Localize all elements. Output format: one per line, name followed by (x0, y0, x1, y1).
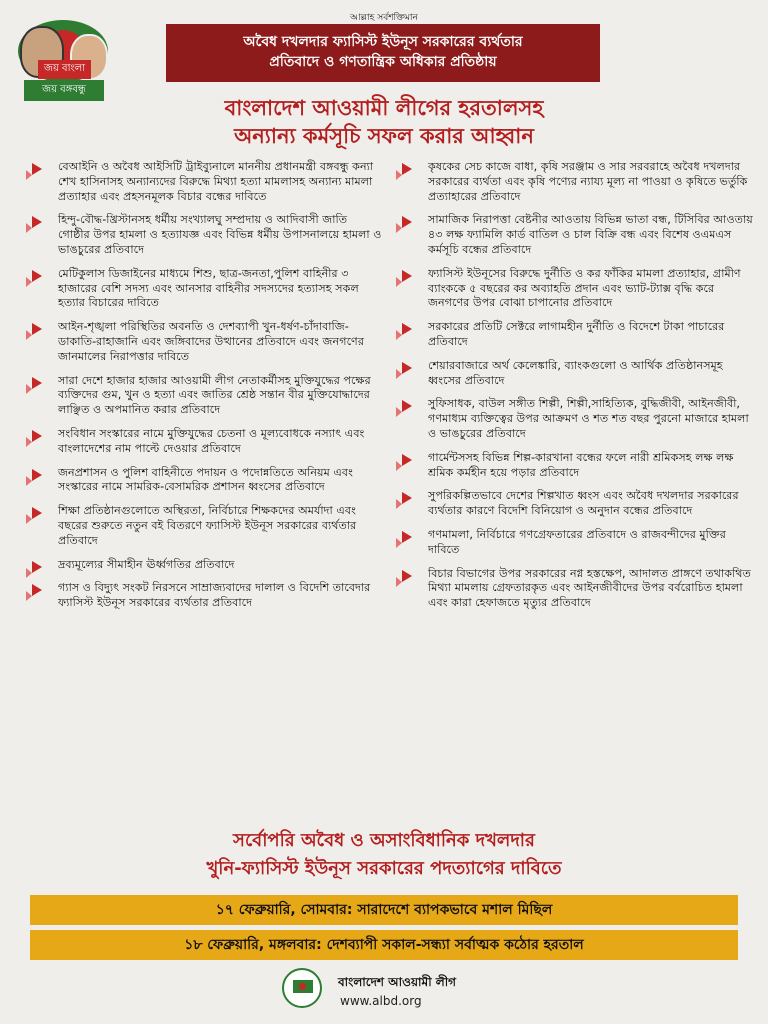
bullet-arrow-icon (32, 561, 42, 573)
demand-item: শেয়ারবাজারে অর্থ কেলেঙ্কারি, ব্যাংকগুলো ও আর্থিক প্রতিষ্ঠানসমূহ ধ্বংসের প্রতিবাদে (402, 359, 757, 389)
demand-item: সরকারের প্রতিটি সেক্টরে লাগামহীন দুর্নীতি ও বিদেশে টাকা পাচারের প্রতিবাদে (402, 320, 757, 350)
demand-item: গার্মেন্টসসহ বিভিন্ন শিল্প-কারখানা বন্ধের ফলে নারী শ্রমিকসহ লক্ষ লক্ষ শ্রমিক কর্মহীন হয়ে পড়ার প্রতিবাদে (402, 451, 757, 481)
bullet-arrow-icon (402, 531, 412, 543)
bullet-arrow-icon (402, 323, 412, 335)
final-demand-line-2: খুনি-ফ্যাসিস্ট ইউনূস সরকারের পদত্যাগের দাবিতে (206, 858, 562, 879)
demand-item: আইন-শৃঙ্খলা পরিস্থিতির অবনতি ও দেশব্যাপী খুন-ধর্ষণ-চাঁদাবাজি-ডাকাতি-রাহাজানি এবং জঙ্গিবাদের উত্থানের প্রতিবাদে এবং জনগণের জানমালের নিরাপত্তার দাবিতে (32, 320, 382, 364)
right-demands-column (402, 160, 757, 620)
program-bar-1: ১৭ ফেব্রুয়ারি, সোমবার: সারাদেশে ব্যাপকভাবে মশাল মিছিল (30, 895, 738, 925)
bullet-arrow-icon (402, 400, 412, 412)
left-demands-column (32, 160, 382, 620)
demand-item: গণমামলা, নির্বিচারে গণগ্রেফতারের প্রতিবাদে ও রাজবন্দীদের মুক্তির দাবিতে (402, 528, 757, 558)
bullet-arrow-icon (32, 270, 42, 282)
bullet-arrow-icon (402, 163, 412, 175)
demand-item: সামাজিক নিরাপত্তা বেষ্টনীর আওতায় বিভিন্ন ভাতা বন্ধ, টিসিবির আওতায় ৪৩ লক্ষ ফ্যামিলি কার্ড বাতিল ও চাল বিক্রি বন্ধ এবং বিশেষ ওএমএস কর্মসূচি বন্ধের প্রতিবাদে (402, 213, 757, 257)
bullet-arrow-icon (32, 430, 42, 442)
demand-item: সারা দেশে হাজার হাজার আওয়ামী লীগ নেতাকর্মীসহ মুক্তিযুদ্ধের পক্ষের ব্যক্তিদের গুম, খুন ও হত্যা এবং জাতির শ্রেষ্ঠ সন্তান বীর মুক্তিযোদ্ধাদের লাঞ্ছিত ও অপমানিত করার প্রতিবাদে (32, 374, 382, 418)
demand-item: হিন্দু-বৌদ্ধ-খ্রিস্টানসহ ধর্মীয় সংখ্যালঘু সম্প্রদায় ও আদিবাসী জাতি গোষ্ঠীর উপর হামলা ও হত্যাযজ্ঞ এবং বিভিন্ন ধর্মীয় উপাসনালয়ে হামলা ও ভাঙচুরের প্রতিবাদে (32, 213, 382, 257)
top-caption: আল্লাহ সর্বশক্তিমান (350, 13, 418, 23)
slogan-joy-bangla: জয় বাংলা (38, 60, 91, 79)
banner-line-1: অবৈধ দখলদার ফ্যাসিস্ট ইউনূস সরকারের ব্যর্থতার (243, 34, 523, 50)
bullet-arrow-icon (32, 377, 42, 389)
demand-item: বেআইনি ও অবৈধ আইসিটি ট্রাইব্যুনালে মাননীয় প্রধানমন্ত্রী বঙ্গবন্ধু কন্যা শেখ হাসিনাসহ অন্যান্যদের বিরুদ্ধে মিথ্যা হত্যা মামলাসহ অন্যান্য মামলা প্রত্যাহার এবং প্রহসনমূলক বিচার বন্ধের দাবিতে (32, 160, 382, 204)
bullet-arrow-icon (32, 216, 42, 228)
demand-item: ফ্যাসিস্ট ইউনূসের বিরুদ্ধে দুর্নীতি ও কর ফাঁকির মামলা প্রত্যাহার, গ্রামীণ ব্যাংককে ৫ বছরের কর অব্যাহতি প্রদান এবং ভ্যাট-ট্যাক্স বৃদ্ধি করে জনগণের উপর বোঝা চাপানোর প্রতিবাদে (402, 267, 757, 311)
bullet-arrow-icon (32, 323, 42, 335)
demand-item: গ্যাস ও বিদ্যুৎ সংকট নিরসনে সাম্রাজ্যবাদের দালাল ও বিদেশি তাবেদার ফ্যাসিস্ট ইউনূস সরকারের ব্যর্থতার প্রতিবাদে (32, 581, 382, 611)
headline-2: অন্যান্য কর্মসূচি সফল করার আহ্বান (234, 124, 534, 148)
banner-line-2: প্রতিবাদে ও গণতান্ত্রিক অধিকার প্রতিষ্ঠায় (269, 54, 497, 70)
bullet-arrow-icon (32, 469, 42, 481)
bullet-arrow-icon (402, 454, 412, 466)
bullet-arrow-icon (32, 163, 42, 175)
demand-item: জনপ্রশাসন ও পুলিশ বাহিনীতে পদায়ন ও পদোন্নতিতে অনিয়ম এবং সংস্কারের নামে সামরিক-বেসামরিক প্রশাসন ধ্বংসের প্রতিবাদে (32, 466, 382, 496)
program-bar-2: ১৮ ফেব্রুয়ারি, মঙ্গলবার: দেশব্যাপী সকাল-সন্ধ্যা সর্বাত্মক কঠোর হরতাল (30, 930, 738, 960)
bullet-arrow-icon (32, 584, 42, 596)
final-demand-line-1: সর্বোপরি অবৈধ ও অসাংবিধানিক দখলদার (233, 830, 535, 851)
headline-1: বাংলাদেশ আওয়ামী লীগের হরতালসহ (224, 96, 544, 120)
demand-item: কৃষকের সেচ কাজে বাধা, কৃষি সরঞ্জাম ও সার সরবরাহে অবৈধ দখলদার সরকারের ব্যর্থতা এবং কৃষি পণ্যের ন্যায্য মূল্য না পাওয়া ও কৃষিতে ভর্তুকি প্রত্যাহারের প্রতিবাদে (402, 160, 757, 204)
demand-item: সংবিধান সংস্কারের নামে মুক্তিযুদ্ধের চেতনা ও মূল্যবোধকে নস্যাৎ এবং বাংলাদেশের নাম পাল্টে দেওয়ার প্রতিবাদে (32, 427, 382, 457)
bullet-arrow-icon (32, 507, 42, 519)
demand-item: সুপরিকল্পিতভাবে দেশের শিল্পখাত ধ্বংস এবং অবৈধ দখলদার সরকারের ব্যর্থতার কারণে বিদেশি বিনিয়োগ ও অনুদান বন্ধের প্রতিবাদে (402, 489, 757, 519)
demand-item: শিক্ষা প্রতিষ্ঠানগুলোতে অস্থিরতা, নির্বিচারে শিক্ষকদের অমর্যাদা এবং বছরের শুরুতে নতুন বই বিতরণে ফ্যাসিস্ট ইউনূস সরকারের ব্যর্থতার প্রতিবাদে (32, 504, 382, 548)
org-url-link[interactable]: www.albd.org (340, 994, 422, 1008)
demand-item: মেটিকুলাস ডিজাইনের মাধ্যমে শিশু, ছাত্র-জনতা,পুলিশ বাহিনীর ৩ হাজারের বেশি সদস্য এবং আনসার বাহিনীর সদস্যদের হত্যাসহ সকল হত্যার বিচারের দাবিতে (32, 267, 382, 311)
bullet-arrow-icon (402, 492, 412, 504)
demand-item: দ্রব্যমূল্যের সীমাহীন ঊর্ধ্বগতির প্রতিবাদে (32, 558, 382, 573)
bullet-arrow-icon (402, 216, 412, 228)
slogan-joy-bangabandhu: জয় বঙ্গবন্ধু (24, 80, 104, 101)
bullet-arrow-icon (402, 362, 412, 374)
awami-league-logo-icon (282, 968, 322, 1008)
demand-item: বিচার বিভাগের উপর সরকারের নগ্ন হস্তক্ষেপ, আদালত প্রাঙ্গণে তথাকথিত মিথ্যা মামলায় গ্রেফতারকৃত এবং আইনজীবীদের উপর বর্বরোচিত হামলা এবং কারা হেফাজতে মৃত্যুর প্রতিবাদে (402, 567, 757, 611)
demand-item: সুফিসাধক, বাউল সঙ্গীত শিল্পী, শিল্পী,সাহিত্যিক, বুদ্ধিজীবী, আইনজীবী, গণমাধ্যম ব্যক্তিত্বের উপর আক্রমণ ও শত শত বছর পুরনো মাজারে হামলা ও ভাঙচুরের প্রতিবাদে (402, 397, 757, 441)
top-banner (166, 24, 600, 82)
bullet-arrow-icon (402, 270, 412, 282)
org-name: বাংলাদেশ আওয়ামী লীগ (338, 975, 457, 989)
bullet-arrow-icon (402, 570, 412, 582)
